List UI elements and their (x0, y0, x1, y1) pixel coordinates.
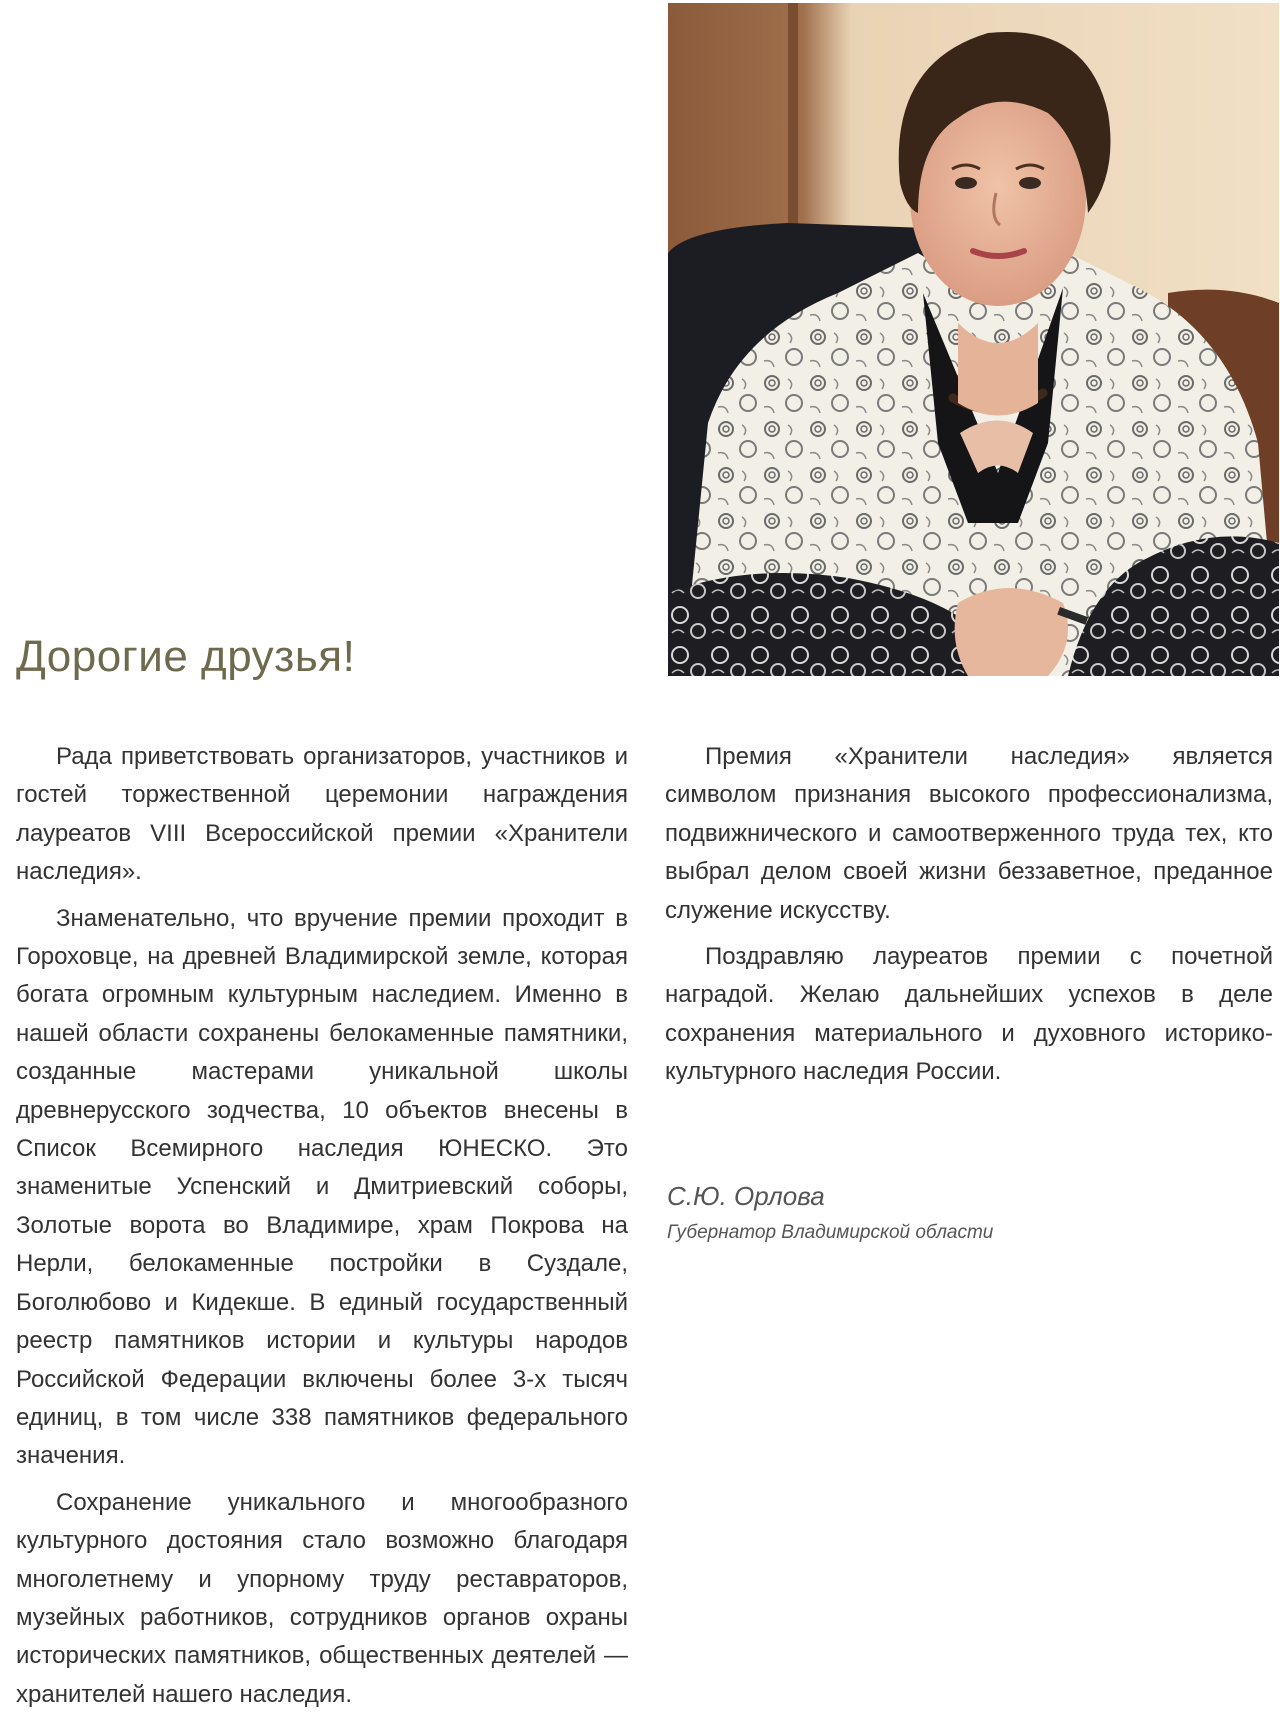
signatory-name: С.Ю. Орлова (667, 1181, 825, 1211)
left-text-column (16, 738, 628, 1722)
paragraph: Премия «Хранители наследия» является символом признания высокого профессионализма, подвижнического и самоотверженного труда тех, кто выбрал делом своей жизни беззаветное, преданное служение искусству. (665, 743, 1273, 924)
signature-block (667, 1178, 1227, 1248)
paragraph: Поздравляю лауреатов премии с почетной наградой. Желаю дальнейших успехов в деле сохранения материального и духовного историко-культурного наследия России. (665, 943, 1273, 1086)
paragraph: Сохранение уникального и многообразного культурного достояния стало возможно благодаря многолетнему и упорному труду реставраторов, музейных работников, сотрудников органов охраны исторических памятников, общественных деятелей — хранителей нашего наследия. (16, 1488, 628, 1708)
signatory-position: Губернатор Владимирской области (667, 1222, 994, 1243)
paragraph: Рада приветствовать организаторов, участников и гостей торжественной церемонии награждения лауреатов VIII Всероссийской премии «Хранители наследия». (16, 743, 628, 886)
right-text-column (665, 738, 1273, 1100)
paragraph: Знаменательно, что вручение премии проходит в Гороховце, на древней Владимирской земле, которая богата огромным культурным наследием. Именно в нашей области сохранены белокаменные памятники, созданные мастерами уникальной школы древнерусского зодчества, 10 объектов внесены в Список Всемирного наследия ЮНЕСКО. Это знаменитые Успенский и Дмитриевский соборы, Золотые ворота во Владимире, храм Покрова на Нерли, белокаменные постройки в Суздале, Боголюбово и Кидекше. В единый государственный реестр памятников истории и культуры народов Российской Федерации включены более 3-х тысяч единиц, в том числе 338 памятников федерального значения. (16, 904, 628, 1470)
page-title: Дорогие друзья! (16, 632, 356, 681)
portrait-photo (668, 3, 1279, 676)
